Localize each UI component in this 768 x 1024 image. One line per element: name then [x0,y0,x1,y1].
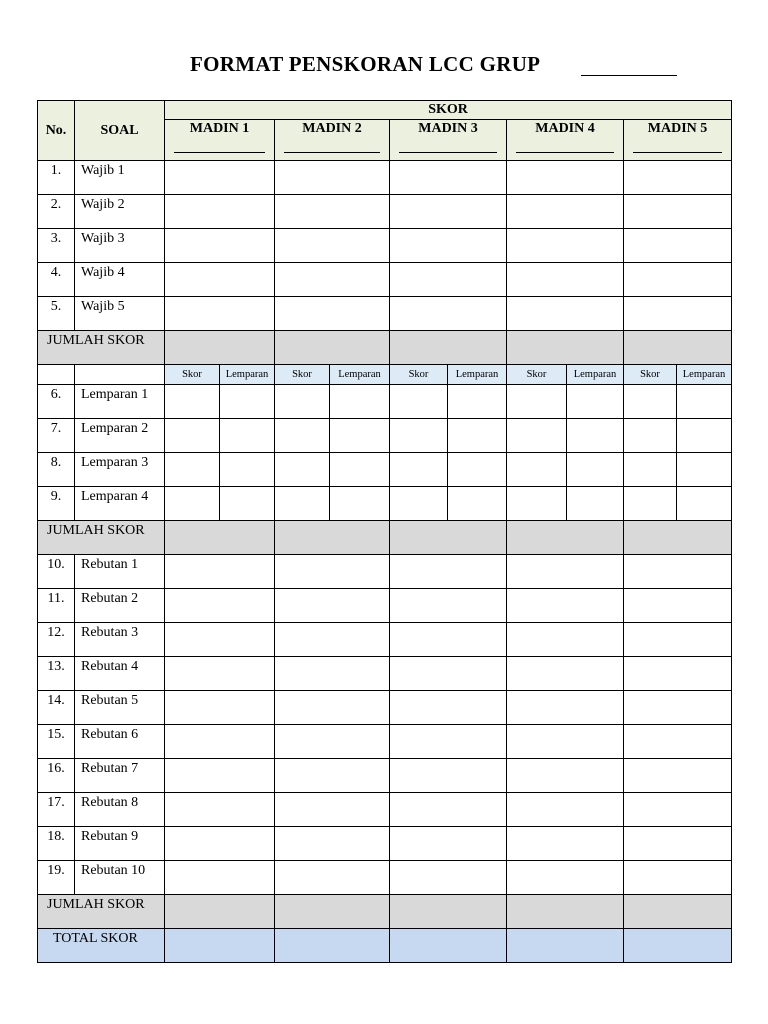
sum-row [38,521,732,555]
score-input-cell[interactable] [390,759,507,793]
score-input-cell[interactable] [507,759,624,793]
row-question-name: Wajib 4 [75,263,165,297]
score-input-cell[interactable] [165,657,275,691]
sum-score-cell[interactable] [390,895,507,929]
sub-header-row [38,365,732,385]
sub-header-lemparan: Lemparan [567,365,624,385]
throw-input-cell[interactable] [220,385,275,419]
sum-score-cell[interactable] [275,895,390,929]
row-number: 12. [38,623,75,657]
row-question-name: Wajib 1 [75,161,165,195]
score-input-cell[interactable] [390,161,507,195]
score-input-cell[interactable] [275,861,390,895]
sum-score-cell[interactable] [390,521,507,555]
score-input-cell[interactable] [507,793,624,827]
score-input-cell[interactable] [275,195,390,229]
row-question-name: Rebutan 4 [75,657,165,691]
row-number: 4. [38,263,75,297]
score-input-cell[interactable] [624,453,677,487]
score-input-cell[interactable] [165,263,275,297]
header-madin-3 [390,120,507,161]
throw-input-cell[interactable] [448,453,507,487]
score-input-cell[interactable] [624,657,732,691]
throw-input-cell[interactable] [330,385,390,419]
score-input-cell[interactable] [507,297,624,331]
score-input-cell[interactable] [165,725,275,759]
throw-input-cell[interactable] [330,487,390,521]
sum-score-cell[interactable] [624,331,732,365]
row-question-name: Lemparan 2 [75,419,165,453]
throw-input-cell[interactable] [567,453,624,487]
score-input-cell[interactable] [624,263,732,297]
score-input-cell[interactable] [275,793,390,827]
row-question-name: Rebutan 10 [75,861,165,895]
score-input-cell[interactable] [390,385,448,419]
score-input-cell[interactable] [507,827,624,861]
score-input-cell[interactable] [507,725,624,759]
row-question-name: Lemparan 1 [75,385,165,419]
table-row [38,453,732,487]
score-input-cell[interactable] [624,793,732,827]
madin-name-blank-line[interactable] [399,152,496,153]
table-row [38,827,732,861]
row-question-name: Rebutan 1 [75,555,165,589]
sum-score-cell[interactable] [507,331,624,365]
score-input-cell[interactable] [390,793,507,827]
throw-input-cell[interactable] [448,385,507,419]
score-input-cell[interactable] [275,725,390,759]
madin-name-blank-line[interactable] [633,152,723,153]
header-soal: SOAL [75,101,165,161]
sub-header-lemparan: Lemparan [677,365,732,385]
score-input-cell[interactable] [390,725,507,759]
score-input-cell[interactable] [507,861,624,895]
score-input-cell[interactable] [507,555,624,589]
score-input-cell[interactable] [390,453,448,487]
score-input-cell[interactable] [507,385,567,419]
score-input-cell[interactable] [624,229,732,263]
row-question-name: Rebutan 5 [75,691,165,725]
total-score-cell[interactable] [624,929,732,963]
sub-header-lemparan: Lemparan [448,365,507,385]
madin-name-blank-line[interactable] [516,152,613,153]
throw-input-cell[interactable] [220,453,275,487]
total-score-cell[interactable] [390,929,507,963]
throw-input-cell[interactable] [330,419,390,453]
score-input-cell[interactable] [390,827,507,861]
score-input-cell[interactable] [624,385,677,419]
score-input-cell[interactable] [507,657,624,691]
score-input-cell[interactable] [165,161,275,195]
score-input-cell[interactable] [390,297,507,331]
score-input-cell[interactable] [624,589,732,623]
throw-input-cell[interactable] [330,453,390,487]
score-input-cell[interactable] [275,487,330,521]
score-input-cell[interactable] [507,691,624,725]
row-question-name: Lemparan 4 [75,487,165,521]
score-input-cell[interactable] [390,195,507,229]
score-input-cell[interactable] [275,657,390,691]
score-input-cell[interactable] [624,419,677,453]
row-question-name: Wajib 2 [75,195,165,229]
row-question-name: Rebutan 3 [75,623,165,657]
score-input-cell[interactable] [390,861,507,895]
table-row [38,691,732,725]
table-row [38,385,732,419]
madin-label: MADIN 5 [647,121,708,136]
row-question-name: Rebutan 2 [75,589,165,623]
table-row [38,487,732,521]
score-input-cell[interactable] [624,691,732,725]
throw-input-cell[interactable] [220,487,275,521]
table-row [38,589,732,623]
table-row [38,759,732,793]
row-question-name: Lemparan 3 [75,453,165,487]
sum-score-cell[interactable] [275,521,390,555]
score-input-cell[interactable] [390,589,507,623]
score-input-cell[interactable] [275,385,330,419]
score-input-cell[interactable] [390,555,507,589]
page-title: FORMAT PENSKORAN LCC GRUP [190,52,541,76]
score-input-cell[interactable] [165,861,275,895]
score-input-cell[interactable] [165,623,275,657]
score-input-cell[interactable] [624,623,732,657]
sum-score-cell[interactable] [624,895,732,929]
row-number: 15. [38,725,75,759]
sum-score-cell[interactable] [507,895,624,929]
sub-header-skor: Skor [390,365,448,385]
score-input-cell[interactable] [507,487,567,521]
score-input-cell[interactable] [624,725,732,759]
score-input-cell[interactable] [275,419,330,453]
header-madin-1 [165,120,275,161]
header-madin-2 [275,120,390,161]
score-input-cell[interactable] [165,487,220,521]
sub-header-lemparan: Lemparan [330,365,390,385]
sum-score-cell[interactable] [275,331,390,365]
throw-input-cell[interactable] [220,419,275,453]
group-name-blank-line[interactable] [581,75,677,76]
table-row [38,229,732,263]
sum-score-cell[interactable] [165,331,275,365]
score-input-cell[interactable] [165,691,275,725]
sum-label: JUMLAH SKOR [38,895,165,929]
row-question-name: Wajib 5 [75,297,165,331]
row-number: 18. [38,827,75,861]
score-input-cell[interactable] [507,623,624,657]
table-row [38,161,732,195]
sub-header-skor: Skor [507,365,567,385]
sum-row [38,331,732,365]
table-row [38,419,732,453]
score-input-cell[interactable] [624,827,732,861]
score-input-cell[interactable] [624,161,732,195]
row-number: 14. [38,691,75,725]
table-row [38,555,732,589]
madin-label: MADIN 1 [189,121,250,136]
row-number: 7. [38,419,75,453]
sub-header-lemparan: Lemparan [220,365,275,385]
score-input-cell[interactable] [275,759,390,793]
score-input-cell[interactable] [275,453,330,487]
table-row [38,861,732,895]
madin-label: MADIN 3 [418,121,478,136]
throw-input-cell[interactable] [567,385,624,419]
score-input-cell[interactable] [165,759,275,793]
score-input-cell[interactable] [165,589,275,623]
score-input-cell[interactable] [507,263,624,297]
madin-name-blank-line[interactable] [284,152,380,153]
total-row [38,929,732,963]
score-input-cell[interactable] [275,161,390,195]
score-input-cell[interactable] [390,623,507,657]
score-input-cell[interactable] [275,589,390,623]
score-input-cell[interactable] [624,195,732,229]
header-no: No. [38,101,75,161]
sum-row [38,895,732,929]
score-input-cell[interactable] [624,487,677,521]
score-input-cell[interactable] [624,297,732,331]
throw-input-cell[interactable] [448,419,507,453]
row-number: 9. [38,487,75,521]
total-score-cell[interactable] [507,929,624,963]
throw-input-cell[interactable] [677,453,732,487]
score-input-cell[interactable] [275,229,390,263]
score-input-cell[interactable] [275,623,390,657]
score-input-cell[interactable] [624,861,732,895]
score-input-cell[interactable] [507,229,624,263]
table-row [38,195,732,229]
sub-header-skor: Skor [275,365,330,385]
header-skor: SKOR [165,101,732,120]
score-input-cell[interactable] [390,657,507,691]
row-number: 11. [38,589,75,623]
score-input-cell[interactable] [390,229,507,263]
row-number: 10. [38,555,75,589]
sum-score-cell[interactable] [390,331,507,365]
throw-input-cell[interactable] [567,419,624,453]
scoring-table [37,100,732,963]
score-input-cell[interactable] [390,419,448,453]
row-number: 1. [38,161,75,195]
row-question-name: Rebutan 7 [75,759,165,793]
sum-label: JUMLAH SKOR [38,521,165,555]
sum-score-cell[interactable] [165,895,275,929]
sub-header-skor: Skor [624,365,677,385]
header-madin-4 [507,120,624,161]
score-input-cell[interactable] [390,487,448,521]
score-input-cell[interactable] [624,759,732,793]
score-input-cell[interactable] [165,827,275,861]
score-input-cell[interactable] [507,419,567,453]
throw-input-cell[interactable] [448,487,507,521]
row-number: 6. [38,385,75,419]
throw-input-cell[interactable] [677,385,732,419]
row-number: 13. [38,657,75,691]
sub-header-blank [75,365,165,385]
total-score-cell[interactable] [275,929,390,963]
throw-input-cell[interactable] [567,487,624,521]
madin-label: MADIN 4 [535,121,595,136]
row-question-name: Rebutan 9 [75,827,165,861]
row-question-name: Wajib 3 [75,229,165,263]
table-row [38,725,732,759]
sum-label: JUMLAH SKOR [38,331,165,365]
score-input-cell[interactable] [390,263,507,297]
total-label: TOTAL SKOR [38,929,165,963]
table-row [38,297,732,331]
score-input-cell[interactable] [275,691,390,725]
total-score-cell[interactable] [165,929,275,963]
table-row [38,793,732,827]
score-input-cell[interactable] [165,385,220,419]
header-madin-5 [624,120,732,161]
score-input-cell[interactable] [165,229,275,263]
madin-label: MADIN 2 [302,121,362,136]
row-question-name: Rebutan 8 [75,793,165,827]
table-row [38,263,732,297]
score-input-cell[interactable] [390,691,507,725]
score-input-cell[interactable] [165,793,275,827]
score-input-cell[interactable] [275,827,390,861]
score-input-cell[interactable] [165,453,220,487]
row-number: 3. [38,229,75,263]
score-input-cell[interactable] [507,453,567,487]
score-input-cell[interactable] [507,195,624,229]
score-input-cell[interactable] [165,555,275,589]
score-input-cell[interactable] [165,297,275,331]
row-number: 8. [38,453,75,487]
score-input-cell[interactable] [275,555,390,589]
row-number: 17. [38,793,75,827]
sum-score-cell[interactable] [624,521,732,555]
table-row [38,657,732,691]
throw-input-cell[interactable] [677,419,732,453]
score-input-cell[interactable] [165,195,275,229]
row-number: 2. [38,195,75,229]
score-input-cell[interactable] [165,419,220,453]
table-row [38,623,732,657]
row-number: 5. [38,297,75,331]
madin-name-blank-line[interactable] [174,152,266,153]
score-input-cell[interactable] [507,161,624,195]
throw-input-cell[interactable] [677,487,732,521]
sum-score-cell[interactable] [165,521,275,555]
score-input-cell[interactable] [275,263,390,297]
row-question-name: Rebutan 6 [75,725,165,759]
score-input-cell[interactable] [507,589,624,623]
sub-header-blank [38,365,75,385]
sum-score-cell[interactable] [507,521,624,555]
row-number: 16. [38,759,75,793]
row-number: 19. [38,861,75,895]
score-input-cell[interactable] [624,555,732,589]
sub-header-skor: Skor [165,365,220,385]
score-input-cell[interactable] [275,297,390,331]
